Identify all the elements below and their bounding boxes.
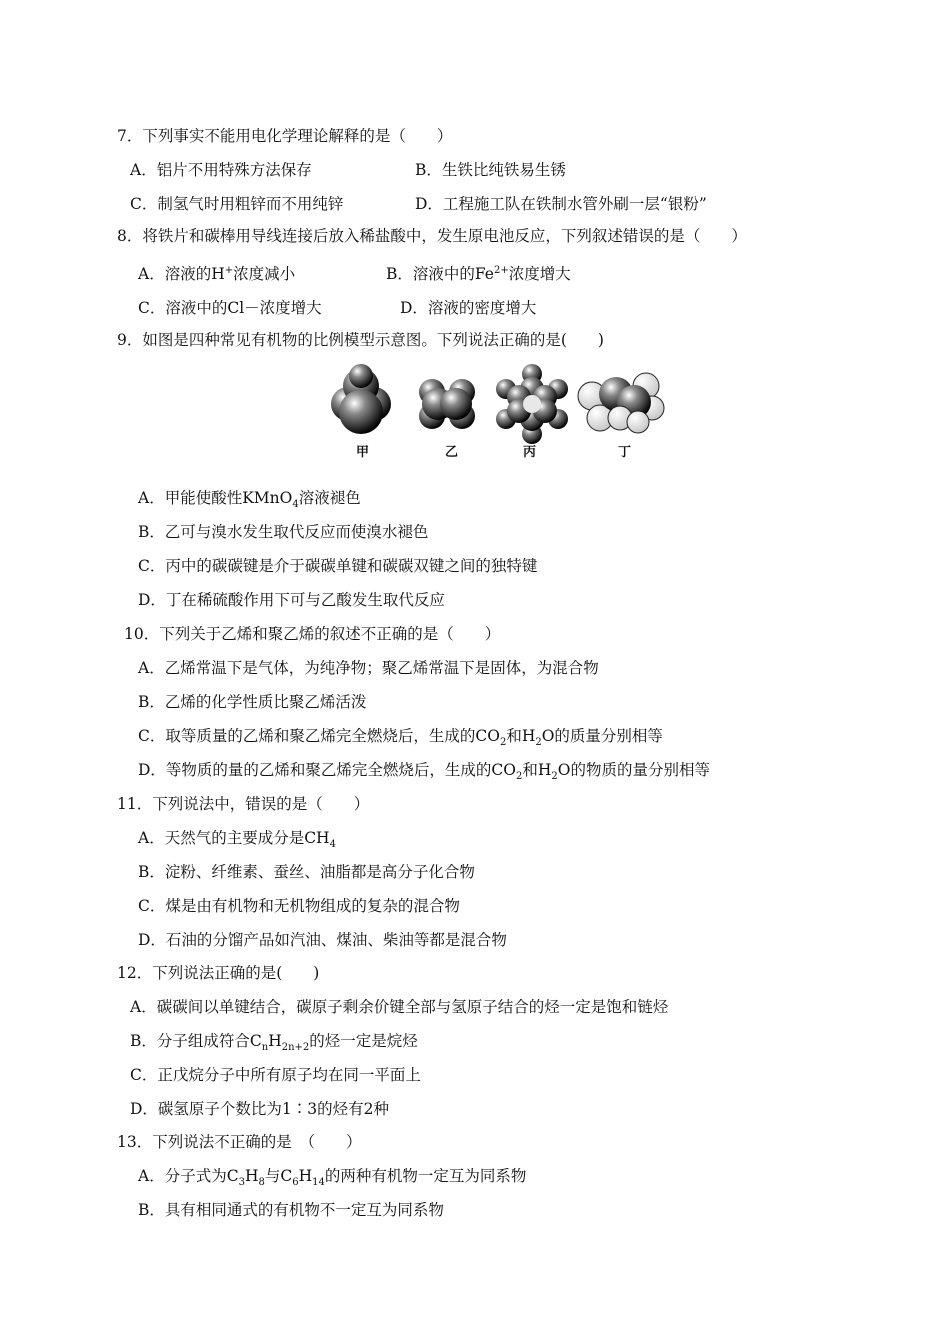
q7-option-c: C．制氢气时用粗锌而不用纯锌 — [130, 195, 344, 213]
q12-option-b: B．分子组成符合$C_nH_{2n+2}$的烃一定是烷烃 — [130, 1032, 418, 1054]
q8-option-a: A．溶液的H+浓度减小 — [138, 264, 296, 283]
q8-option-b: B．溶液中的$Fe^{2+}$浓度增大 — [386, 264, 571, 283]
q9-option-a: A．甲能使酸性KMnO$_4$溶液褪色 — [138, 489, 361, 511]
ethanol-model — [578, 373, 664, 433]
figure-label-ding: 丁 — [618, 445, 632, 460]
q10-option-a: A．乙烯常温下是气体，为纯净物；聚乙烯常温下是固体，为混合物 — [138, 659, 599, 677]
ethylene-model — [419, 379, 475, 429]
q7-option-d: D．工程施工队在铁制水管外刷一层“银粉” — [415, 195, 707, 213]
q12-option-a: A．碳碳间以单键结合，碳原子剩余价键全部与氢原子结合的烃一定是饱和链烃 — [130, 998, 669, 1016]
q11-option-d: D．石油的分馏产品如汽油、煤油、柴油等都是混合物 — [138, 931, 507, 949]
q10-option-c: C．取等质量的乙烯和聚乙烯完全燃烧后，生成的$CO_2$和$H_2O$的质量分别相等 — [138, 727, 663, 749]
question-9-stem: 9．如图是四种常见有机物的比例模型示意图。下列说法正确的是( ) — [117, 331, 604, 349]
question-7-stem: 7．下列事实不能用电化学理论解释的是（ ） — [117, 127, 453, 145]
question-8-stem: 8．将铁片和碳棒用导线连接后放入稀盐酸中，发生原电池反应，下列叙述错误的是（ ） — [117, 227, 747, 245]
q9-option-c: C．丙中的碳碳键是介于碳碳单键和碳碳双键之间的独特键 — [138, 557, 538, 575]
q9-option-d: D．丁在稀硫酸作用下可与乙酸发生取代反应 — [138, 591, 445, 609]
figure-label-jia: 甲 — [356, 445, 370, 460]
question-12-stem: 12．下列说法正确的是( ) — [117, 964, 320, 982]
q12-option-d: D．碳氢原子个数比为1∶3的烃有2种 — [130, 1100, 390, 1118]
q10-option-d: D．等物质的量的乙烯和聚乙烯完全燃烧后，生成的$CO_2$和$H_2O$的物质的量分别相等 — [138, 761, 710, 783]
q9-option-b: B．乙可与溴水发生取代反应而使溴水褪色 — [138, 523, 429, 541]
q7-option-b: B．生铁比纯铁易生锈 — [415, 161, 566, 179]
q8-option-d: D．溶液的密度增大 — [400, 299, 537, 317]
figure-label-bing: 丙 — [523, 445, 537, 460]
question-11-stem: 11．下列说法中，错误的是（ ） — [117, 795, 370, 813]
q13-option-a: A．分子式为$C_3H_8$与$C_6H_{14}$的两种有机物一定互为同系物 — [138, 1167, 527, 1189]
figure-label-yi: 乙 — [445, 445, 459, 460]
q12-option-c: C．正戊烷分子中所有原子均在同一平面上 — [130, 1066, 421, 1084]
question-13-stem: 13．下列说法不正确的是 （ ） — [117, 1133, 362, 1151]
methane-model — [331, 364, 391, 434]
q11-option-b: B．淀粉、纤维素、蚕丝、油脂都是高分子化合物 — [138, 863, 475, 881]
q10-option-b: B．乙烯的化学性质比聚乙烯活泼 — [138, 693, 367, 711]
q8-option-c: C．溶液中的Cl－浓度增大 — [138, 299, 322, 317]
q7-option-a: A．铝片不用特殊方法保存 — [130, 161, 312, 179]
q13-option-b: B．具有相同通式的有机物不一定互为同系物 — [138, 1201, 444, 1219]
question-10-stem: 10．下列关于乙烯和聚乙烯的叙述不正确的是（ ） — [124, 625, 501, 643]
benzene-model — [496, 364, 568, 444]
q11-option-a: A．天然气的主要成分是$CH_4$ — [138, 829, 336, 851]
q11-option-c: C．煤是由有机物和无机物组成的复杂的混合物 — [138, 897, 460, 915]
